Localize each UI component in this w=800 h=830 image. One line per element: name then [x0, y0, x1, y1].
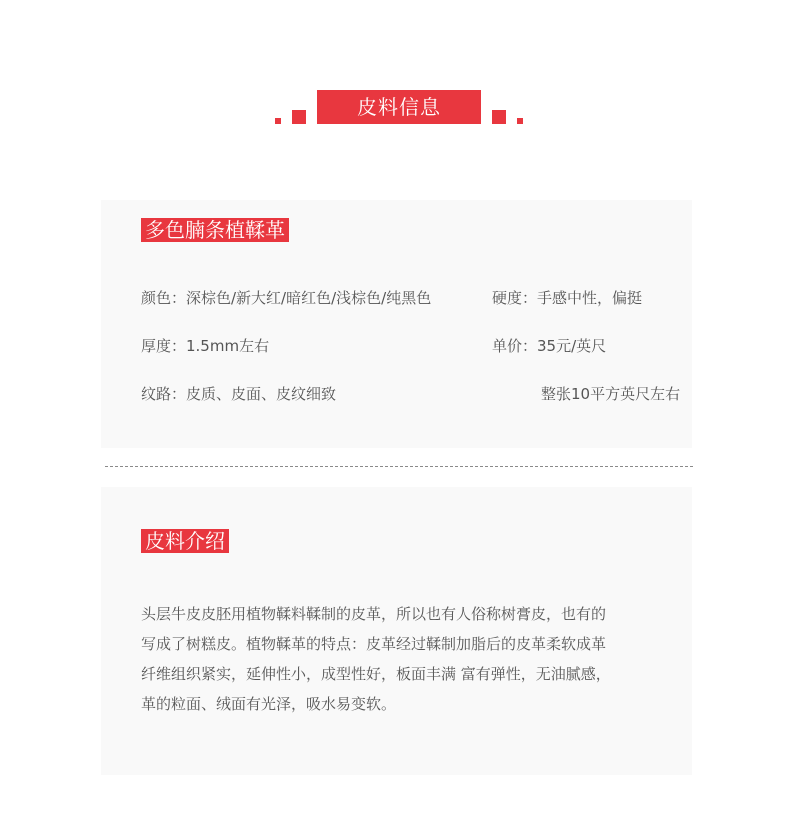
- price-spec: 单价：35元/英尺: [492, 337, 607, 355]
- leather-intro-card: [101, 487, 692, 775]
- section-title: 皮料信息: [317, 90, 481, 124]
- hardness-spec: 硬度：手感中性，偏挺: [492, 289, 643, 307]
- intro-line: 纤维组织紧实，延伸性小，成型性好，板面丰满 富有弹性，无油腻感，: [141, 665, 611, 683]
- decor-square: [292, 110, 306, 124]
- dashed-divider: [105, 466, 693, 467]
- color-spec: 颜色：深棕色/新大红/暗红色/浅棕色/纯黑色: [141, 289, 432, 307]
- texture-spec: 纹路：皮质、皮面、皮纹细致: [141, 385, 337, 403]
- intro-line: 写成了树糕皮。植物鞣革的特点：皮革经过鞣制加脂后的皮革柔软成革: [141, 635, 607, 653]
- leather-name-tag: 多色腩条植鞣革: [141, 218, 289, 242]
- decor-square: [517, 118, 523, 124]
- intro-line: 革的粒面、绒面有光泽，吸水易变软。: [141, 695, 397, 713]
- decor-square: [492, 110, 506, 124]
- leather-info-card: [101, 200, 692, 448]
- intro-line: 头层牛皮皮胚用植物鞣料鞣制的皮革，所以也有人俗称树膏皮，也有的: [141, 605, 607, 623]
- intro-paragraph: [141, 599, 661, 719]
- size-spec: 整张10平方英尺左右: [541, 385, 681, 403]
- section-header: [0, 90, 800, 126]
- intro-tag: 皮料介绍: [141, 529, 229, 553]
- thickness-spec: 厚度：1.5mm左右: [141, 337, 270, 355]
- decor-square: [275, 118, 281, 124]
